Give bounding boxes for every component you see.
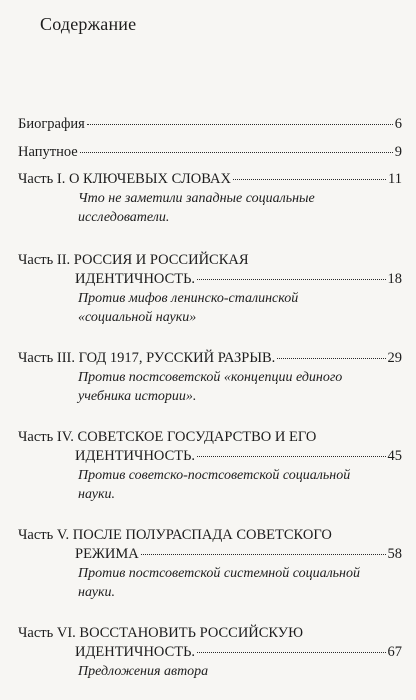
toc-entry-label-cont: ИДЕНТИЧНОСТЬ. — [75, 448, 196, 464]
toc-entry-label-cont: ИДЕНТИЧНОСТЬ. — [75, 271, 196, 287]
toc-line — [18, 526, 402, 545]
toc-entry-label: Часть VI. ВОССТАНОВИТЬ РОССИЙСКУЮ — [18, 625, 303, 641]
dot-leader — [233, 179, 386, 180]
toc-entry-part-5[interactable] — [18, 526, 402, 602]
toc-entry-label-cont: РЕЖИМА — [75, 546, 139, 562]
toc-entry-label: Напутное — [18, 144, 78, 160]
toc-line — [18, 115, 402, 134]
toc-page-number: 29 — [387, 350, 402, 366]
toc-entry-subtitle: исследователи. — [78, 210, 170, 225]
toc-line — [18, 170, 402, 189]
toc-entry-part-2[interactable] — [18, 251, 402, 327]
toc-entry-subtitle: науки. — [78, 487, 116, 502]
toc-entry-subtitle: «социальной науки» — [78, 310, 197, 325]
toc-entry-label-cont: ИДЕНТИЧНОСТЬ. — [75, 644, 196, 660]
toc-line — [18, 624, 402, 643]
dot-leader — [197, 279, 385, 280]
dot-leader — [80, 152, 393, 153]
dot-leader — [197, 456, 385, 457]
dot-leader — [87, 124, 393, 125]
toc-entry-subtitle: Против постсоветской «концепции единого — [78, 370, 343, 385]
toc-entry-subtitle: Предложения автора — [78, 664, 209, 679]
toc-entry-subtitle: науки. — [78, 585, 116, 600]
toc-line — [18, 545, 402, 564]
toc-line — [18, 428, 402, 447]
toc-entry-subtitle: Против советско-постсоветской социальной — [78, 468, 351, 483]
toc-entry-subtitle: учебника истории». — [78, 389, 197, 404]
toc-page-number: 9 — [394, 144, 402, 160]
toc-line — [18, 643, 402, 662]
toc-entry-label: Часть III. ГОД 1917, РУССКИЙ РАЗРЫВ. — [18, 350, 276, 366]
toc-entry-subtitle: Что не заметили западные социальные — [78, 191, 315, 206]
toc-entry-subtitle: Против постсоветской системной социальной — [78, 566, 361, 581]
toc-line — [18, 349, 402, 368]
toc-entry-label: Часть V. ПОСЛЕ ПОЛУРАСПАДА СОВЕТСКОГО — [18, 527, 332, 543]
page-title: Содержание — [40, 14, 137, 34]
dot-leader — [141, 554, 386, 555]
toc-entry-label: Биография — [18, 116, 85, 132]
toc-entry-part-6[interactable] — [18, 624, 402, 681]
toc-page-number: 45 — [387, 448, 402, 464]
toc-entry-part-1[interactable] — [18, 170, 402, 227]
dot-leader — [277, 358, 385, 359]
toc-entry-part-3[interactable] — [18, 349, 402, 406]
toc-page-number: 11 — [388, 171, 402, 187]
toc-entry-foreword[interactable] — [18, 143, 402, 162]
toc-entry-part-4[interactable] — [18, 428, 402, 504]
toc-page-number: 58 — [387, 546, 402, 562]
toc-entry-biography[interactable] — [18, 115, 402, 134]
toc-entry-subtitle: Против мифов ленинско-сталинской — [78, 291, 299, 306]
toc-line — [18, 251, 402, 270]
toc-page-number: 6 — [394, 116, 402, 132]
toc-line — [18, 270, 402, 289]
toc-line — [18, 143, 402, 162]
toc-page-number: 18 — [387, 271, 402, 287]
toc-entry-label: Часть IV. СОВЕТСКОЕ ГОСУДАРСТВО И ЕГО — [18, 429, 317, 445]
toc-entry-label: Часть I. О КЛЮЧЕВЫХ СЛОВАХ — [18, 171, 231, 187]
toc-page-number: 67 — [387, 644, 402, 660]
toc-line — [18, 447, 402, 466]
dot-leader — [197, 652, 385, 653]
toc-entry-label: Часть II. РОССИЯ И РОССИЙСКАЯ — [18, 252, 249, 268]
